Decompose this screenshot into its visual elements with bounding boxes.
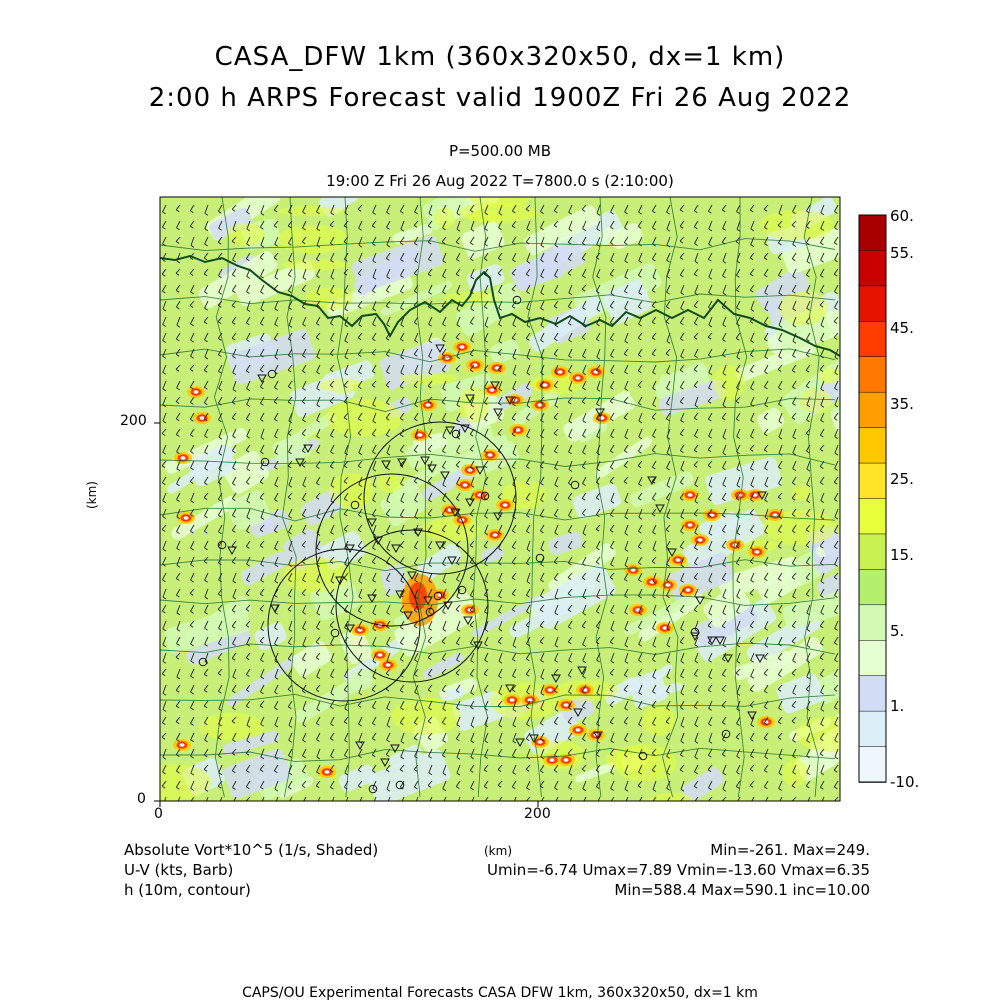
y-tick-200: 200 xyxy=(120,413,147,429)
colorbar-cell xyxy=(859,463,886,499)
x-axis-unit: (km) xyxy=(484,844,513,858)
credit-line: CAPS/OU Experimental Forecasts CASA DFW 1km, 360x320x50, dx=1 km xyxy=(242,985,758,1001)
colorbar-cell xyxy=(859,250,886,286)
colorbar-cell xyxy=(859,499,886,535)
colorbar-cell xyxy=(859,392,886,428)
colorbar-label: -10. xyxy=(890,773,920,791)
colorbar-cell xyxy=(859,747,886,783)
colorbar-cell xyxy=(859,676,886,712)
colorbar-label: 45. xyxy=(890,319,914,337)
field-contour-label: h (10m, contour) xyxy=(124,881,251,899)
colorbar-cell xyxy=(859,286,886,322)
y-tick-0: 0 xyxy=(137,791,146,807)
field-barb-label: U-V (kts, Barb) xyxy=(124,861,234,879)
colorbar-cell xyxy=(859,605,886,641)
colorbar-cell xyxy=(859,215,886,251)
colorbar-label: 5. xyxy=(890,622,905,640)
colorbar-label: 15. xyxy=(890,546,914,564)
field-shaded-label: Absolute Vort*10^5 (1/s, Shaded) xyxy=(124,841,379,859)
field-shaded-stats: Min=-261. Max=249. xyxy=(710,841,870,859)
colorbar-label: 35. xyxy=(890,395,914,413)
colorbar-label: 60. xyxy=(890,207,914,225)
plot-subtitle: 2:00 h ARPS Forecast valid 1900Z Fri 26 Aug 2022 xyxy=(148,83,852,113)
pressure-level: P=500.00 MB xyxy=(448,142,552,160)
colorbar-label: 55. xyxy=(890,244,914,262)
plot-title: CASA_DFW 1km (360x320x50, dx=1 km) xyxy=(214,42,786,72)
colorbar-cell xyxy=(859,640,886,676)
colorbar-cell xyxy=(859,321,886,357)
colorbar-label: 1. xyxy=(890,697,905,715)
colorbar-cell xyxy=(859,534,886,570)
y-axis-unit: (km) xyxy=(85,480,100,510)
x-tick-200: 200 xyxy=(524,806,551,822)
x-tick-0: 0 xyxy=(154,806,163,822)
colorbar-cell xyxy=(859,569,886,605)
colorbar-label: 25. xyxy=(890,470,914,488)
field-contour-stats: Min=588.4 Max=590.1 inc=10.00 xyxy=(614,881,870,899)
field-barb-stats: Umin=-6.74 Umax=7.89 Vmin=-13.60 Vmax=6.35 xyxy=(487,861,870,879)
colorbar-cell xyxy=(859,428,886,464)
valid-time: 19:00 Z Fri 26 Aug 2022 T=7800.0 s (2:10:00) xyxy=(326,172,674,190)
colorbar-cell xyxy=(859,711,886,747)
colorbar-cell xyxy=(859,357,886,393)
